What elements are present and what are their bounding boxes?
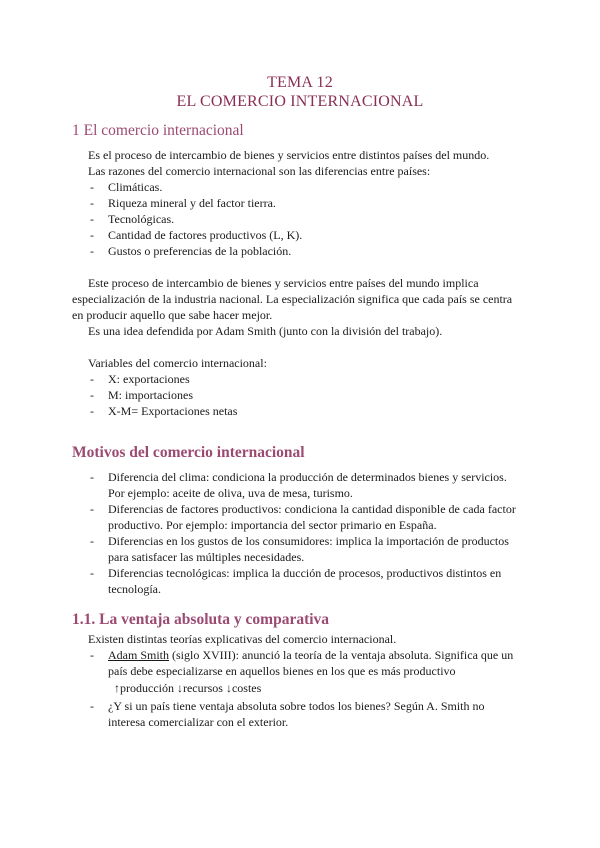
motivo-item-line: tecnología. [108, 582, 161, 596]
paragraph-line: especialización de la industria nacional. La especialización significa que cada país se centra [72, 292, 513, 306]
list-bullet: - [90, 212, 94, 226]
paragraph-line: Este proceso de intercambio de bienes y servicios entre países del mundo implica [88, 276, 479, 290]
list-bullet: - [90, 196, 94, 210]
list-bullet: - [90, 180, 94, 194]
motivo-item-line: Diferencias de factores productivos: condiciona la cantidad disponible de cada factor [108, 502, 516, 516]
ventaja-item-line: país debe especializarse en aquellos bienes en los que es más productivo [108, 664, 456, 678]
motivo-item-line: Diferencias en los gustos de los consumidores: implica la importación de productos [108, 534, 509, 548]
motivo-item-line: para satisfacer las múltiples necesidades. [108, 550, 305, 564]
motivo-item-line: productivo. Por ejemplo: importancia del sector primario en España. [108, 518, 437, 532]
variable-item: M: importaciones [108, 388, 193, 402]
motivo-item-line: Por ejemplo: aceite de oliva, uva de mesa, turismo. [108, 486, 353, 500]
section-heading-comercio: 1 El comercio internacional [72, 122, 244, 139]
variable-item: X: exportaciones [108, 372, 190, 386]
ventaja-item-line [108, 647, 513, 663]
motivo-item-line: Diferencia del clima: condiciona la producción de determinados bienes y servicios. [108, 470, 507, 484]
motivo-item-line: Diferencias tecnológicas: implica la ducción de procesos, productivos distintos en [108, 566, 502, 580]
list-bullet: - [90, 648, 94, 662]
list-bullet: - [90, 566, 94, 580]
section-heading-motivos: Motivos del comercio internacional [72, 444, 305, 461]
ventaja-item-line: ¿Y si un país tiene ventaja absoluta sobre todos los bienes? Según A. Smith no [108, 699, 485, 713]
document-title-line2: EL COMERCIO INTERNACIONAL [176, 93, 424, 110]
list-bullet: - [90, 470, 94, 484]
reason-item: Cantidad de factores productivos (L, K). [108, 228, 303, 242]
paragraph-line: en producir aquello que sabe hacer mejor. [72, 308, 273, 322]
list-bullet: - [90, 372, 94, 386]
list-bullet: - [90, 404, 94, 418]
variable-item: X-M= Exportaciones netas [108, 404, 238, 418]
section-heading-ventaja: 1.1. La ventaja absoluta y comparativa [72, 611, 330, 628]
list-bullet: - [90, 699, 94, 713]
list-bullet: - [90, 502, 94, 516]
adam-smith-line: Es una idea defendida por Adam Smith (junto con la división del trabajo). [88, 324, 443, 338]
list-bullet: - [90, 534, 94, 548]
ventaja-intro: Existen distintas teorías explicativas del comercio internacional. [88, 632, 397, 646]
production-arrows-line: ↑producción ↓recursos ↓costes [114, 681, 262, 695]
list-bullet: - [90, 388, 94, 402]
variables-heading: Variables del comercio internacional: [88, 356, 267, 370]
reason-item: Climáticas. [108, 180, 163, 194]
ventaja-item-text: (siglo XVIII): anunció la teoría de la ventaja absoluta. Significa que un [169, 648, 514, 662]
adam-smith-link-text: Adam Smith [108, 648, 170, 662]
reason-item: Tecnológicas. [108, 212, 175, 226]
intro-line: Es el proceso de intercambio de bienes y servicios entre distintos países del mundo. [88, 148, 490, 162]
list-bullet: - [90, 228, 94, 242]
reason-item: Gustos o preferencias de la población. [108, 244, 292, 258]
list-bullet: - [90, 244, 94, 258]
intro-line: Las razones del comercio internacional son las diferencias entre países: [88, 164, 431, 178]
reason-item: Riqueza mineral y del factor tierra. [108, 196, 276, 210]
ventaja-item-line: interesa comercializar con el exterior. [108, 715, 289, 729]
document-title-line1: TEMA 12 [267, 74, 333, 91]
